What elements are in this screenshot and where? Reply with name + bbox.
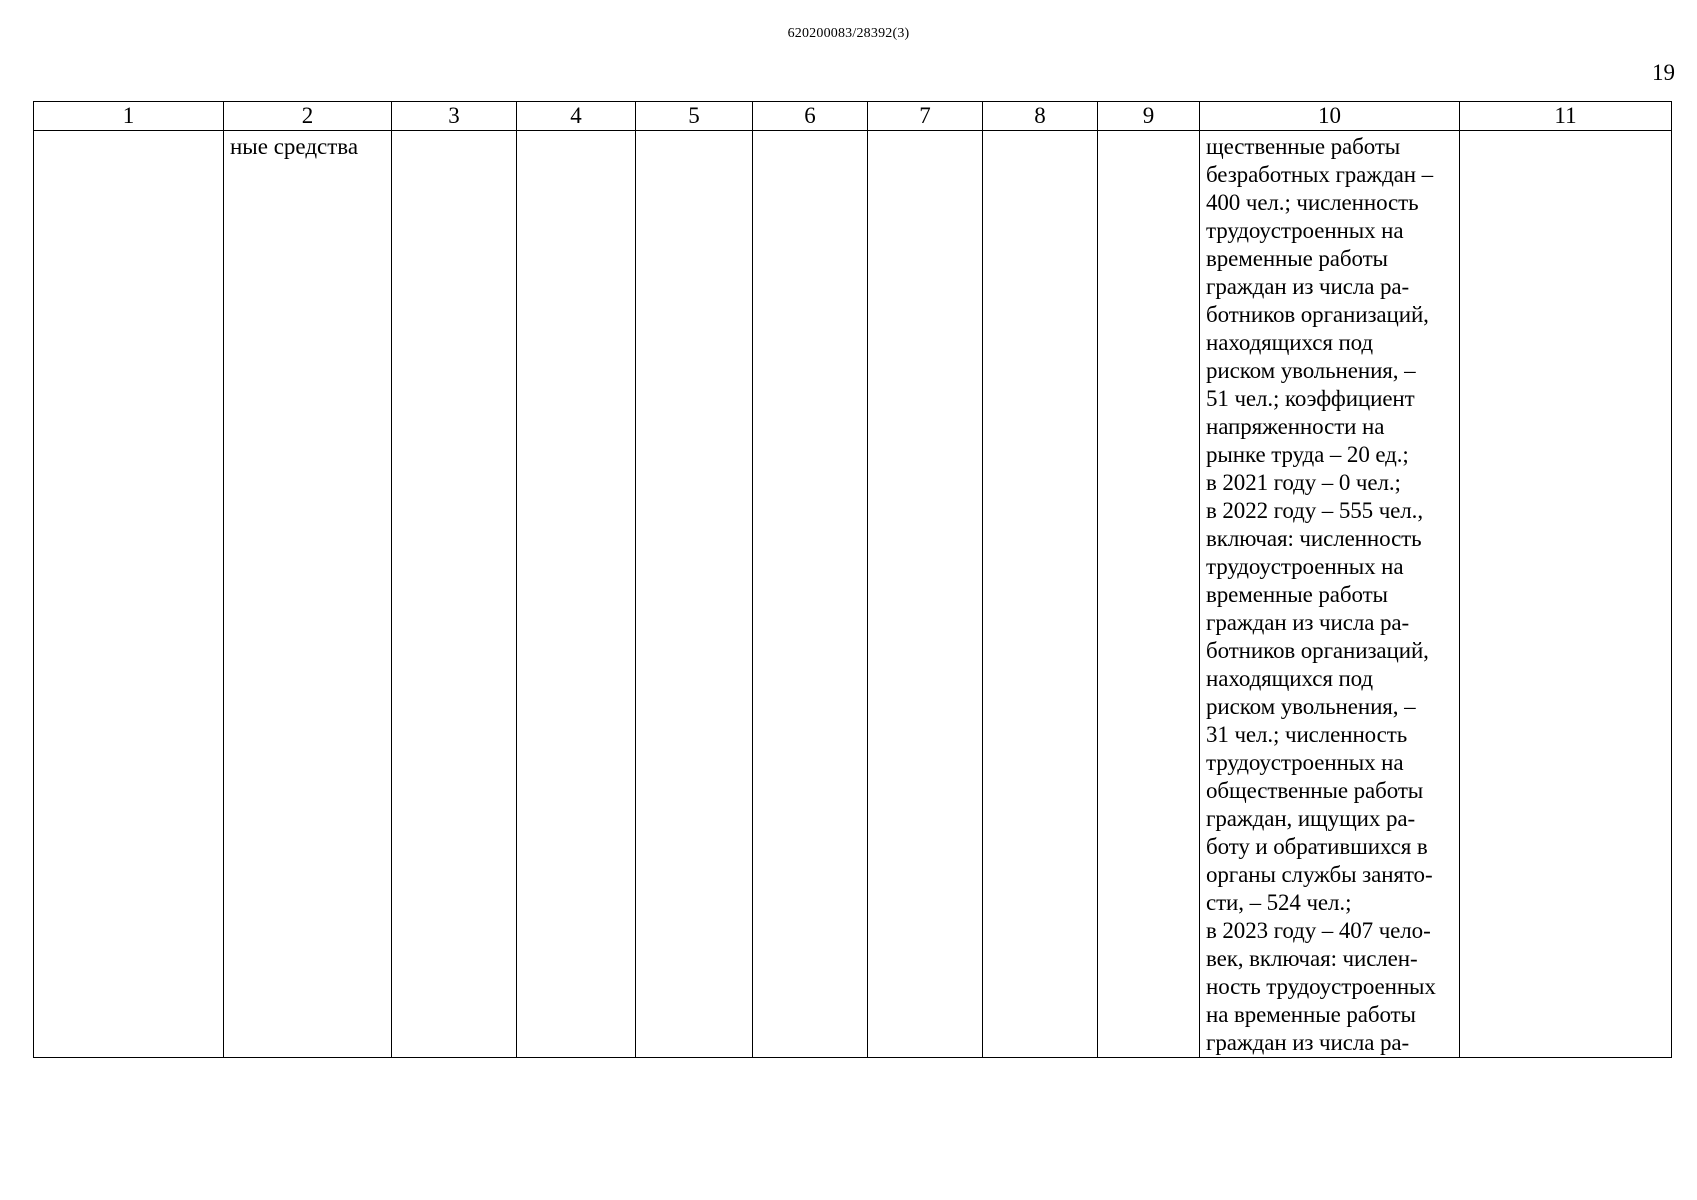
column-header-10: 10 — [1200, 102, 1460, 131]
cell-text — [983, 131, 1097, 133]
cell-text — [34, 131, 223, 133]
cell-col-7 — [868, 131, 983, 1058]
column-header-5: 5 — [636, 102, 753, 131]
cell-col-9 — [1098, 131, 1200, 1058]
column-header-2: 2 — [224, 102, 392, 131]
cell-text — [392, 131, 516, 133]
column-header-7: 7 — [868, 102, 983, 131]
column-header-8: 8 — [983, 102, 1098, 131]
cell-text — [636, 131, 752, 133]
cell-col-8 — [983, 131, 1098, 1058]
cell-col-1 — [34, 131, 224, 1058]
column-header-11: 11 — [1460, 102, 1672, 131]
cell-text — [868, 131, 982, 133]
cell-text — [753, 131, 867, 133]
cell-text: ные средства — [230, 134, 359, 159]
cell-text — [1098, 131, 1199, 133]
cell-col-10 — [1200, 131, 1460, 1058]
cell-col-6 — [753, 131, 868, 1058]
cell-col-4 — [517, 131, 636, 1058]
cell-col-2 — [224, 131, 392, 1058]
header-row — [34, 102, 1672, 131]
data-table — [33, 101, 1672, 1058]
page-number: 19 — [1652, 60, 1675, 85]
column-header-3: 3 — [392, 102, 517, 131]
table-row — [34, 131, 1672, 1058]
cell-col-5 — [636, 131, 753, 1058]
column-header-9: 9 — [1098, 102, 1200, 131]
cell-text — [1460, 131, 1671, 133]
document-id: 620200083/28392(3) — [787, 26, 910, 41]
column-header-4: 4 — [517, 102, 636, 131]
cell-col-3 — [392, 131, 517, 1058]
cell-text: щественные работы безработных граждан – 400 чел.; численность трудоустроенных на временные работы граждан из числа ра- ботников организаций, находящихся под риском увольнения, – 51 чел.; коэффициент напряженности на рынке труда – 20 ед.; в 2021 году – 0 чел.; в 2022 году – 555 чел., включая: численность трудоустроенных на временные работы граждан из числа ра- ботников организаций, находящихся под риском увольнения, – 31 чел.; численность трудоустроенных на общественные работы граждан, ищущих ра- боту и обратившихся в органы службы занято- сти, – 524 чел.; в 2023 году – 407 чело- век, включая: числен- ность трудоустроенных на временные работы граждан из числа ра- — [1206, 134, 1436, 1055]
cell-col-11 — [1460, 131, 1672, 1058]
column-header-1: 1 — [34, 102, 224, 131]
cell-text — [517, 131, 635, 133]
column-header-6: 6 — [753, 102, 868, 131]
